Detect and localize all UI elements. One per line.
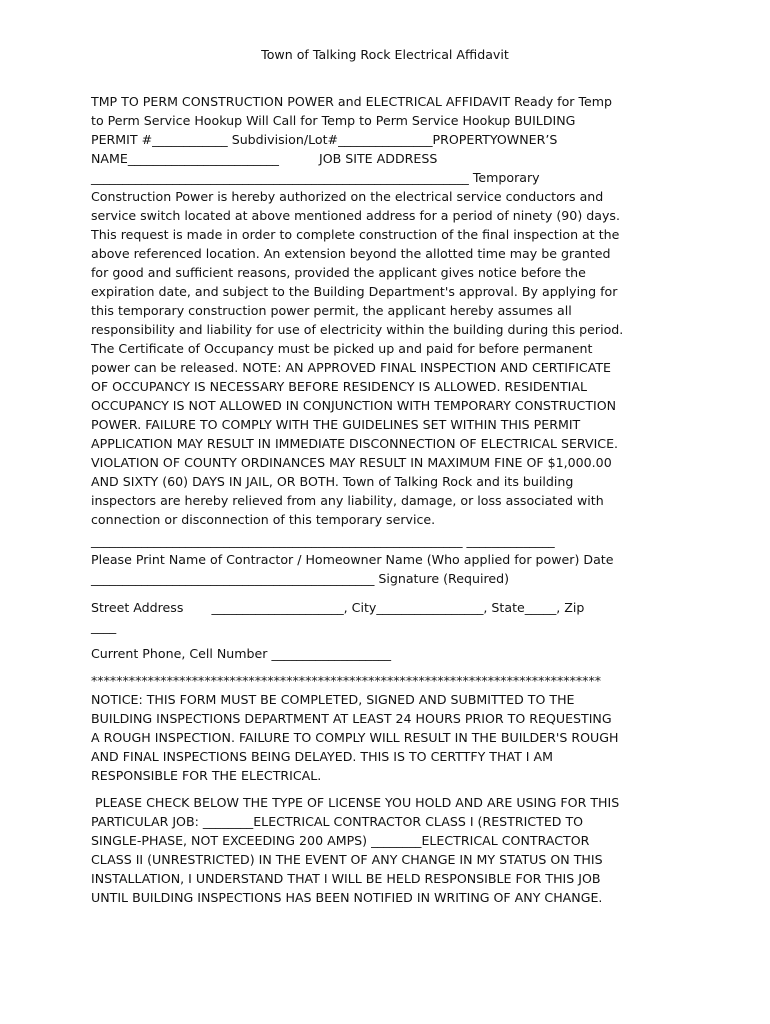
zip-line: ____ [91, 619, 117, 634]
name-date-blank: ___________________________________________________________ ______________ [91, 533, 555, 548]
intro-line: this temporary construction power permit, the applicant hereby assumes all [91, 303, 572, 318]
notice-line: AND FINAL INSPECTIONS BEING DELAYED. THIS IS TO CERTTFY THAT I AM [91, 749, 553, 764]
name-date-caption: Please Print Name of Contractor / Homeowner Name (Who applied for power) Date [91, 552, 614, 567]
license-line: CLASS II (UNRESTRICTED) IN THE EVENT OF ANY CHANGE IN MY STATUS ON THIS [91, 852, 603, 867]
intro-paragraph [91, 92, 691, 529]
intro-line: The Certificate of Occupancy must be picked up and paid for before permanent [91, 341, 593, 356]
intro-line: for good and sufficient reasons, provided the applicant gives notice before the [91, 265, 586, 280]
signature-block [91, 531, 691, 588]
intro-line: ____________________________________________________________ Temporary [91, 170, 540, 185]
intro-line: This request is made in order to complete construction of the final inspection at the [91, 227, 620, 242]
license-line: PARTICULAR JOB: ________ELECTRICAL CONTRACTOR CLASS I (RESTRICTED TO [91, 814, 584, 829]
intro-line: NAME________________________ JOB SITE ADDRESS [91, 151, 438, 166]
intro-line: VIOLATION OF COUNTY ORDINANCES MAY RESULT IN MAXIMUM FINE OF $1,000.00 [91, 455, 612, 470]
intro-line: PERMIT #____________ Subdivision/Lot#_______________PROPERTYOWNER’S [91, 132, 558, 147]
document-body [91, 92, 691, 907]
intro-line: POWER. FAILURE TO COMPLY WITH THE GUIDELINES SET WITHIN THIS PERMIT [91, 417, 581, 432]
signature-line: _____________________________________________ Signature (Required) [91, 571, 509, 586]
intro-line: above referenced location. An extension beyond the allotted time may be granted [91, 246, 611, 261]
intro-line: OCCUPANCY IS NOT ALLOWED IN CONJUNCTION WITH TEMPORARY CONSTRUCTION [91, 398, 617, 413]
notice-line: NOTICE: THIS FORM MUST BE COMPLETED, SIGNED AND SUBMITTED TO THE [91, 692, 575, 707]
license-line: UNTIL BUILDING INSPECTIONS HAS BEEN NOTIFIED IN WRITING OF ANY CHANGE. [91, 890, 603, 905]
intro-line: expiration date, and subject to the Building Department's approval. By applying for [91, 284, 618, 299]
license-line: INSTALLATION, I UNDERSTAND THAT I WILL BE HELD RESPONSIBLE FOR THIS JOB [91, 871, 601, 886]
license-line: SINGLE-PHASE, NOT EXCEEDING 200 AMPS) ________ELECTRICAL CONTRACTOR [91, 833, 590, 848]
notice-line: A ROUGH INSPECTION. FAILURE TO COMPLY WILL RESULT IN THE BUILDER'S ROUGH [91, 730, 619, 745]
street-address-line: Street Address _____________________, City_________________, State_____, Zip [91, 600, 585, 615]
address-block [91, 598, 691, 636]
intro-line: power can be released. NOTE: AN APPROVED FINAL INSPECTION AND CERTIFICATE [91, 360, 612, 375]
intro-line: service switch located at above mentioned address for a period of ninety (90) days. [91, 208, 620, 223]
notice-line: RESPONSIBLE FOR THE ELECTRICAL. [91, 768, 322, 783]
intro-line: responsibility and liability for use of electricity within the building during this period. [91, 322, 624, 337]
notice-line: BUILDING INSPECTIONS DEPARTMENT AT LEAST 24 HOURS PRIOR TO REQUESTING [91, 711, 612, 726]
intro-line: Construction Power is hereby authorized on the electrical service conductors and [91, 189, 604, 204]
intro-line: to Perm Service Hookup Will Call for Temp to Perm Service Hookup BUILDING [91, 113, 576, 128]
intro-line: TMP TO PERM CONSTRUCTION POWER and ELECTRICAL AFFIDAVIT Ready for Temp [91, 94, 613, 109]
intro-line: APPLICATION MAY RESULT IN IMMEDIATE DISCONNECTION OF ELECTRICAL SERVICE. [91, 436, 619, 451]
license-paragraph [91, 793, 691, 907]
separator-asterisks: ********************************************************************************* [91, 673, 602, 688]
intro-line: connection or disconnection of this temporary service. [91, 512, 436, 527]
intro-line: OF OCCUPANCY IS NECESSARY BEFORE RESIDENCY IS ALLOWED. RESIDENTIAL [91, 379, 587, 394]
phone-line: Current Phone, Cell Number ___________________ [91, 646, 392, 661]
license-line: PLEASE CHECK BELOW THE TYPE OF LICENSE YOU HOLD AND ARE USING FOR THIS [91, 795, 620, 810]
intro-line: AND SIXTY (60) DAYS IN JAIL, OR BOTH. Town of Talking Rock and its building [91, 474, 574, 489]
document-title: Town of Talking Rock Electrical Affidavit [261, 47, 509, 62]
intro-line: inspectors are hereby relieved from any liability, damage, or loss associated with [91, 493, 604, 508]
notice-paragraph [91, 690, 691, 785]
